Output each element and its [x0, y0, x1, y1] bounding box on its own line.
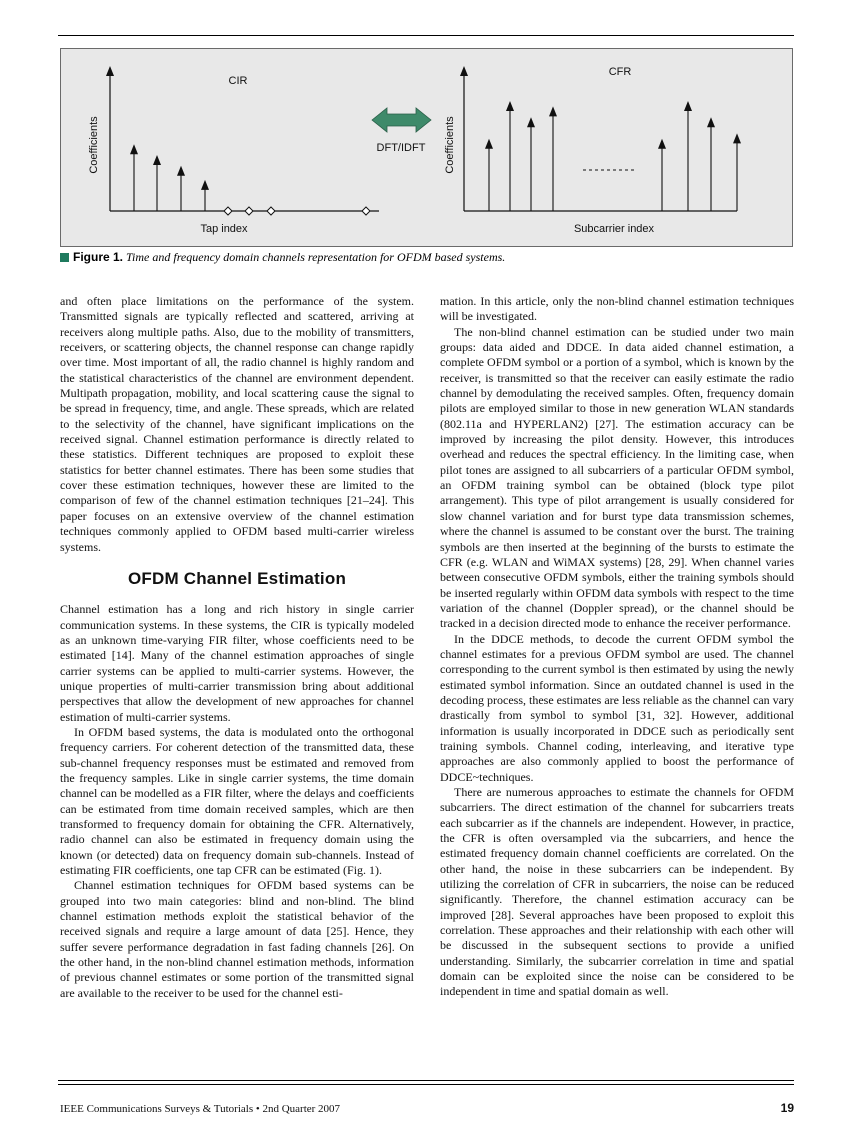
dft-idft-double-arrow-icon: [372, 108, 431, 132]
cir-zero-tap-diamond: [362, 207, 370, 215]
caption-label: Figure 1.: [73, 250, 124, 264]
cfr-coefficient-2-arrowhead: [506, 101, 514, 111]
footer-journal: IEEE Communications Surveys & Tutorials • 2nd Quarter 2007: [60, 1103, 341, 1115]
footer-rule-2: [58, 1084, 794, 1085]
figure-diagram: [61, 49, 794, 248]
caption-square-icon: [60, 253, 69, 262]
cfr-coefficients: [485, 101, 741, 211]
cfr-title: CFR: [608, 66, 632, 78]
cir-title: CIR: [228, 75, 248, 87]
cfr-coefficient-6-arrowhead: [684, 101, 692, 111]
section-heading: OFDM Channel Estimation: [127, 568, 347, 588]
cir-zero-tap-diamond: [267, 207, 275, 215]
cir-tap-2-arrowhead: [130, 144, 138, 154]
top-rule: [58, 35, 794, 36]
figure-caption: [60, 250, 800, 265]
cfr-y-axis-arrowhead: [460, 66, 468, 76]
figure-1: [60, 48, 793, 247]
cfr-coefficient-7-arrowhead: [707, 117, 715, 127]
cfr-coefficient-8-arrowhead: [733, 133, 741, 143]
cir-tap-4-arrowhead: [177, 166, 185, 176]
left-paragraph-1: and often place limitations on the performance of the system. Transmitted signals are typically reflected and scattered, arriving at receivers along multiple paths. Also, due to the mobility of transmitters, receivers, or scattering objects, the channel response can change rapidly over time. Most important of all, the radio channel is highly random and the statistical characteristics of the channel are environment dependent. Multipath propagation, mobility, and local scattering cause the signal to be spread in frequency, time, and angle. These spreads, which are related to the selectivity of the channel, have significant implications on the received signal. Channel estimation performance is directly related to these statistics. Different techniques are proposed to exploit these statistics for better channel estimates. There has been some studies that cover these estimation techniques, however these are limited to the comparison of few of the channel estimation techniques [21–24]. This paper focuses on an extensive overview of the channel estimation techniques commonly applied to OFDM based multi-carrier wireless systems.: [60, 294, 414, 554]
cir-zero-tap-diamond: [224, 207, 232, 215]
cfr-coefficient-4-arrowhead: [549, 106, 557, 116]
left-paragraph-4: Channel estimation techniques for OFDM based systems can be grouped into two main categories: blind and non-blind. The blind channel estimation methods exploit the statistical behavior of the received signals and require a large amount of data [25]. Hence, they suffer severe performance degradation in fast fading channels [26]. On the other hand, in the non-blind channel estimation methods, information of previous channel estimates or some portion of the transmitted signal are available to the receiver to be used for the channel esti-: [60, 878, 414, 1000]
cir-zero-tap-diamond: [245, 207, 253, 215]
cir-ylabel: Coefficients: [88, 116, 100, 174]
cir-y-axis-arrowhead: [106, 66, 114, 76]
caption-text: Time and frequency domain channels representation for OFDM based systems.: [126, 250, 506, 264]
left-paragraph-3: In OFDM based systems, the data is modulated onto the orthogonal frequency carriers. For coherent detection of the transmitted data, these sub-channel frequency responses must be estimated and removed from the frequency samples. Like in single carrier systems, the time domain channel can be modelled as a FIR filter, where the delays and coefficients can be estimated from time domain received samples, which are then transformed to frequency domain for obtaining the CFR. Alternatively, radio channel can also be estimated in frequency domain using the known (or detected) data on frequency domain sub-channels. Instead of estimating FIR coefficients, one tap CFR can be estimated (Fig. 1).: [60, 724, 414, 878]
cir-tap-3-arrowhead: [153, 155, 161, 165]
page-number: 19: [780, 1101, 794, 1115]
cfr-coefficient-3-arrowhead: [527, 117, 535, 127]
arrow-label: DFT/IDFT: [376, 142, 426, 154]
cir-xlabel: Tap index: [200, 223, 248, 235]
left-column: [60, 294, 414, 1001]
cfr-coefficient-5-arrowhead: [658, 139, 666, 149]
cfr-ylabel: Coefficients: [444, 116, 456, 174]
right-paragraph-3: In the DDCE methods, to decode the current OFDM symbol the channel estimates for a previous OFDM symbol are used. The channel corresponding to the current symbol is then estimated by using the newly estimated symbol information. Since an outdated channel is used in the decoding process, these estimates are less reliable as the channel can vary drastically from symbol to symbol [31, 32]. However, additional information is usually incorporated in DDCE such as periodically sent training symbols. Channel coding, interleaving, and iterative type approaches are also commonly applied to boost the performance of DDCE~techniques.: [440, 631, 794, 784]
right-paragraph-2: The non-blind channel estimation can be studied under two main groups: data aided and DDCE. In data aided channel estimation, a complete OFDM symbol or a portion of a symbol, which is known by the receiver, is transmitted so that the receiver can easily estimate the radio channel by demodulating the received samples. Often, frequency domain pilots are employed similar to those in new generation WLAN standards (802.11a and HYPERLAN2) [27]. The estimation accuracy can be improved by increasing the pilot density. However, this introduces overhead and reduces the spectral efficiency. In the limiting case, when pilot tones are assigned to all subcarriers of a particular OFDM symbol, an OFDM training symbol can be obtained (block type pilot arrangement). This type of pilot arrangement is usually considered for slow channel variation and for burst type data transmission schemes, where the channel is assumed to be constant over the burst. The training symbols are then inserted at the beginning of the bursts to estimate the CFR (e.g. WLAN and WiMAX systems) [28, 29]. When channel varies between consecutive OFDM symbols, either the training symbols should be inserted regularly within OFDM data symbols with respect to the time variation of the channel (Doppler spread), or the channel should be tracked in a decision directed mode to enhance the receiver performance.: [440, 324, 794, 631]
cfr-coefficient-1-arrowhead: [485, 139, 493, 149]
cir-tap-5-arrowhead: [201, 180, 209, 190]
cir-taps: [130, 144, 370, 215]
right-column: [440, 294, 794, 1000]
right-paragraph-4: There are numerous approaches to estimate the channels for OFDM subcarriers. The direct estimation of the channel for subcarriers treats each subcarrier as if the channels are independent. However, in practice, the CFR is often oversampled via the subcarriers, and hence the estimated frequency domain channel coefficients are correlated. On the other hand, the noise in these subcarriers can be independent. By utilizing the correlation of CFR in subcarriers, the noise can be reduced significantly. Therefore, the channel estimation accuracy can be improved [28]. Several approaches have been proposed to exploit this correlation. These approaches and their relationship with each other will be discussed in the subsequent sections to provide a unified understanding. Similarly, the subcarrier correlation in time and spatial domain can be exploited since the noise can be considered to be independent in time and spatial domain as well.: [440, 785, 794, 999]
right-paragraph-1: mation. In this article, only the non-blind channel estimation techniques will be investigated.: [440, 294, 794, 324]
footer-rule-1: [58, 1080, 794, 1081]
cfr-xlabel: Subcarrier index: [573, 223, 655, 235]
left-paragraph-2: Channel estimation has a long and rich history in single carrier communication systems. In these systems, the CIR is typically modeled as an unknown time-varying FIR filter, whose coefficients need to be estimated [14]. Many of the channel estimation approaches of single carrier systems can be applied to multi-carrier systems. However, the unique properties of multi-carrier transmission bring about additional perspectives that allow the development of new approaches for channel estimation of multi-carrier systems.: [60, 602, 414, 724]
